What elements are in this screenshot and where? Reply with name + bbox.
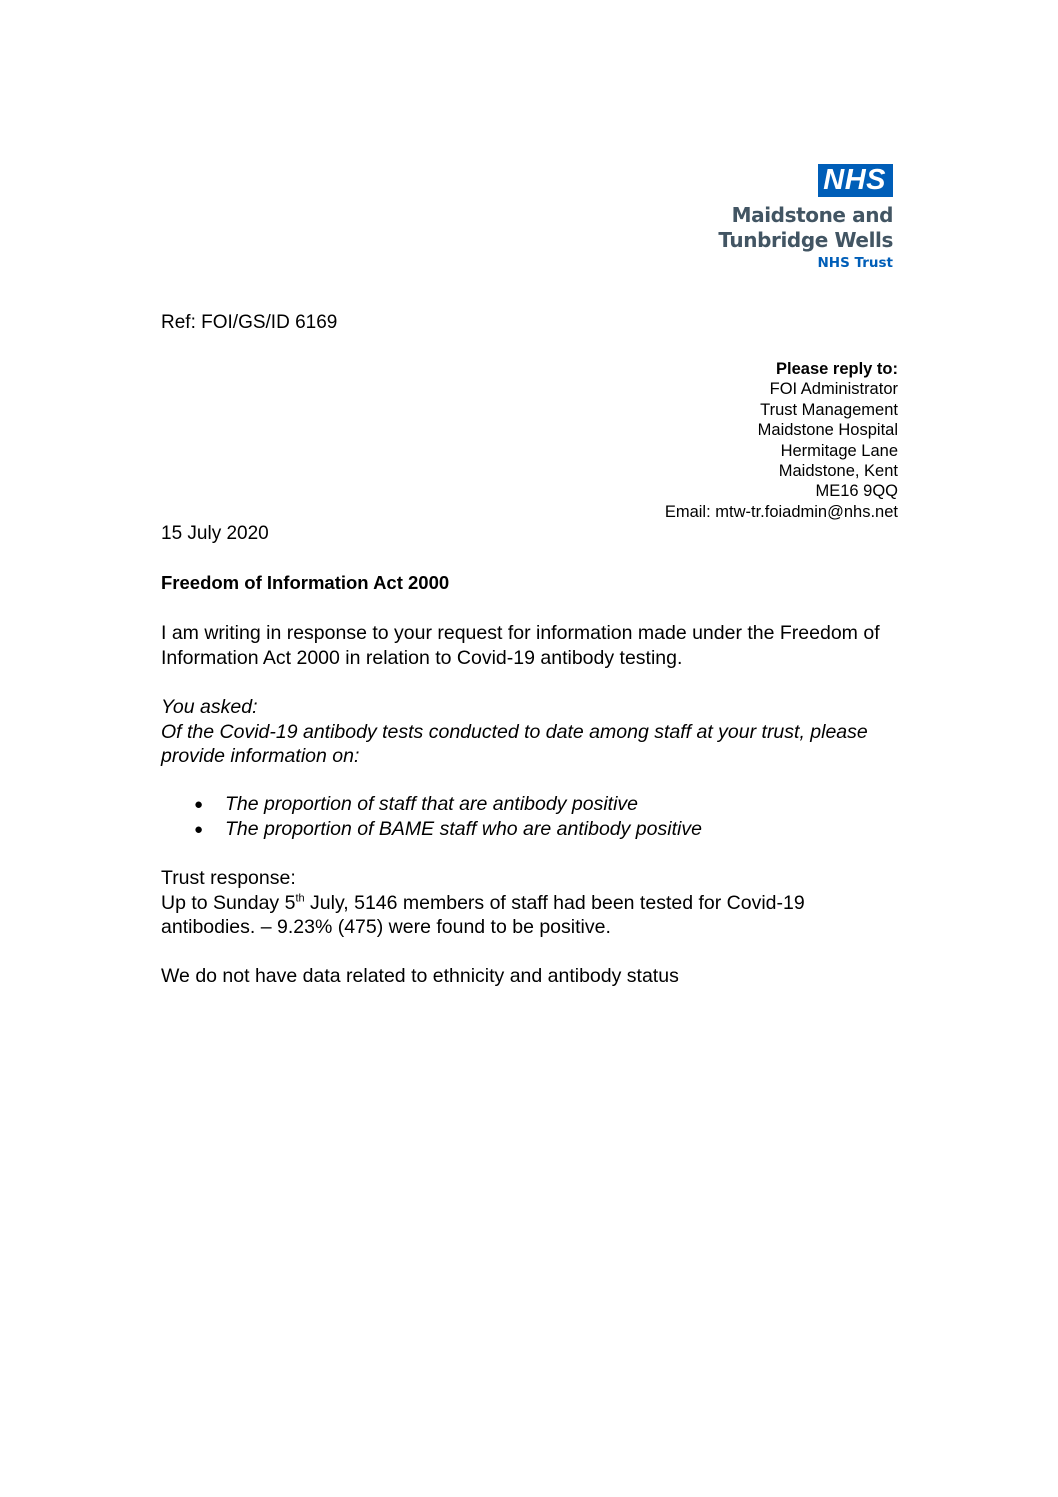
response-label: Trust response: [161,867,296,889]
reply-line: Maidstone Hospital [757,421,898,440]
org-name-line2: Tunbridge Wells [718,228,893,252]
nhs-badge: NHS [818,164,893,197]
act-title: Freedom of Information Act 2000 [161,572,450,593]
request-section [161,695,921,769]
bullet-text: The proportion of BAME staff who are antibody positive [225,818,702,840]
ordinal-suffix: th [295,892,305,904]
nhs-trust-logo [718,164,893,273]
request-bullet-list [161,792,702,842]
bullet-icon: ● [194,821,204,838]
response-line2: antibodies. – 9.23% (475) were found to be positive. [161,916,611,938]
reply-line: Maidstone, Kent [778,462,898,481]
intro-paragraph: I am writing in response to your request for information made under the Freedom of Information Act 2000 in relation to Covid-19 antibody testing. [161,622,880,669]
response-line1 [161,891,921,916]
list-item [161,792,702,817]
org-name-line1: Maidstone and [731,203,893,227]
bullet-icon: ● [194,796,204,813]
trust-response-section [161,866,921,940]
request-label: You asked: [161,696,258,718]
reference-number: Ref: FOI/GS/ID 6169 [161,312,338,333]
response-text-part: July, 5146 members of staff had been tested for Covid-19 [304,891,805,914]
reply-line: Trust Management [760,400,898,419]
reply-line: ME16 9QQ [815,482,898,501]
reply-email: Email: mtw-tr.foiadmin@nhs.net [664,502,898,521]
org-name-line3: NHS Trust [817,255,893,271]
reply-line: FOI Administrator [769,380,898,399]
list-item [161,817,702,842]
bullet-text: The proportion of staff that are antibody positive [225,793,638,815]
response-text-part: Up to Sunday 5 [161,891,296,914]
reply-heading: Please reply to: [776,360,898,378]
closing-statement: We do not have data related to ethnicity and antibody status [161,965,679,987]
reply-line: Hermitage Lane [780,441,898,460]
letter-date: 15 July 2020 [161,523,269,544]
request-text: Of the Covid-19 antibody tests conducted to date among staff at your trust, please provide information on: [161,720,868,767]
reply-address-block [665,359,898,522]
